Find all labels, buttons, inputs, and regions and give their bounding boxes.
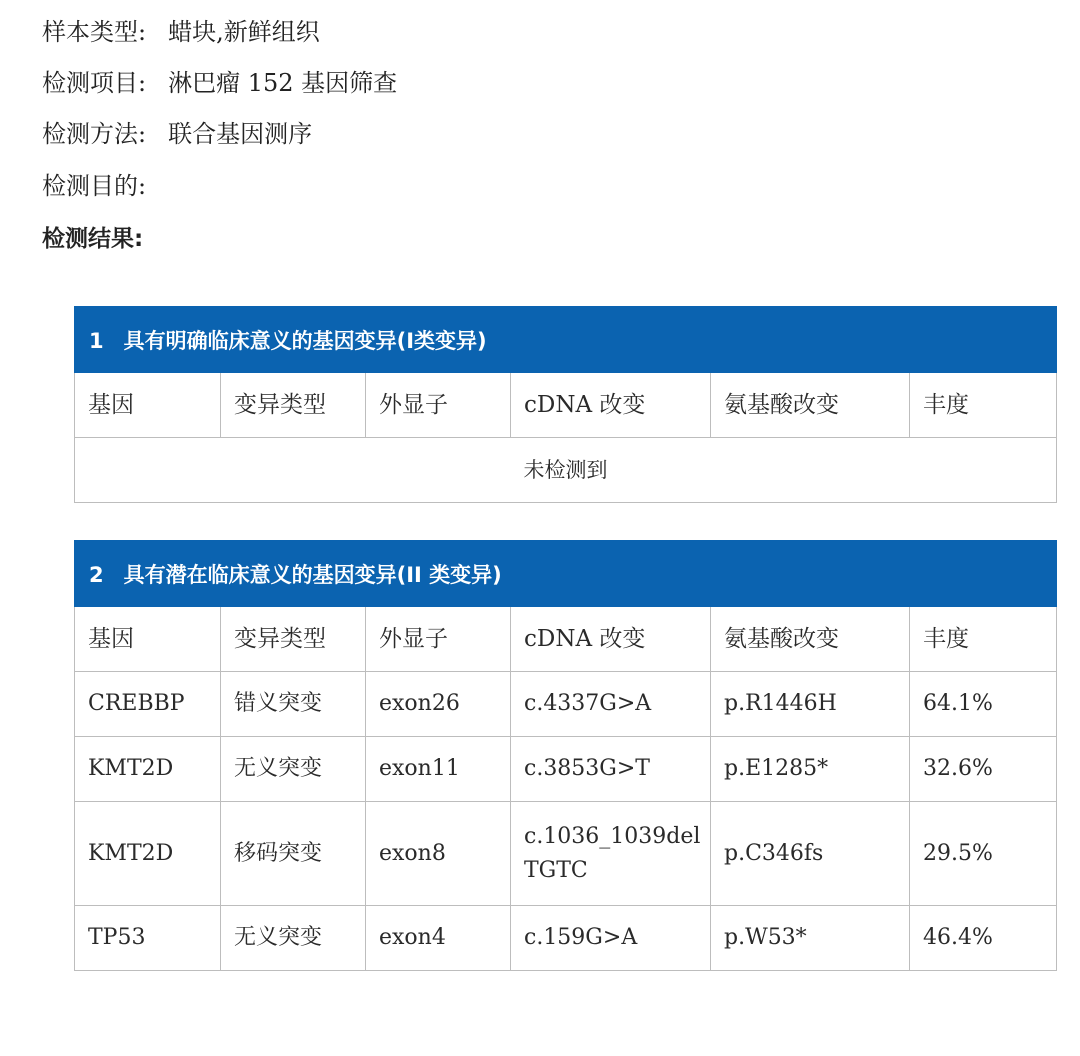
cell-cdna-change: c.159G>A [511, 906, 711, 971]
cell-abundance: 29.5% [910, 802, 1057, 906]
cell-abundance: 32.6% [910, 737, 1057, 802]
test-item-line [42, 68, 397, 98]
cell-variant-type: 错义突变 [221, 672, 366, 737]
header-abundance: 丰度 [910, 607, 1057, 672]
header-abundance: 丰度 [910, 373, 1057, 438]
cell-gene: TP53 [75, 906, 221, 971]
header-gene: 基因 [75, 607, 221, 672]
cell-gene: KMT2D [75, 737, 221, 802]
table-row [75, 672, 1057, 737]
test-item-label: 检测项目: [42, 69, 147, 97]
header-exon: 外显子 [366, 373, 511, 438]
cell-amino-acid-change: p.E1285* [711, 737, 910, 802]
cell-amino-acid-change: p.C346fs [711, 802, 910, 906]
test-method-line [42, 119, 312, 149]
cell-cdna-change: c.3853G>T [511, 737, 711, 802]
sample-type-label: 样本类型: [42, 18, 147, 46]
table-number: 1 [89, 328, 104, 353]
sample-type-line [42, 17, 320, 47]
table-title-row [75, 307, 1057, 373]
table-title-text: 具有潜在临床意义的基因变异(II 类变异) [123, 562, 502, 587]
header-cdna-change: cDNA 改变 [511, 607, 711, 672]
cell-exon: exon11 [366, 737, 511, 802]
cell-gene: CREBBP [75, 672, 221, 737]
test-method-value: 联合基因测序 [168, 120, 313, 148]
cell-abundance: 46.4% [910, 906, 1057, 971]
table-title [75, 541, 1057, 607]
cell-variant-type: 移码突变 [221, 802, 366, 906]
header-exon: 外显子 [366, 607, 511, 672]
cell-variant-type: 无义突变 [221, 906, 366, 971]
test-purpose-line [42, 171, 168, 201]
class-1-variants-table [74, 306, 1057, 503]
table-header-row [75, 373, 1057, 438]
cell-cdna-change: c.4337G>A [511, 672, 711, 737]
test-item-value: 淋巴瘤 152 基因筛查 [168, 69, 398, 97]
empty-row [75, 438, 1057, 503]
cell-exon: exon4 [366, 906, 511, 971]
cell-cdna-change: c.1036_1039del TGTC [511, 802, 711, 906]
table-title-row [75, 541, 1057, 607]
cell-gene: KMT2D [75, 802, 221, 906]
header-variant-type: 变异类型 [221, 607, 366, 672]
table-row [75, 802, 1057, 906]
header-gene: 基因 [75, 373, 221, 438]
table-row [75, 906, 1057, 971]
table-header-row [75, 607, 1057, 672]
cell-abundance: 64.1% [910, 672, 1057, 737]
cell-amino-acid-change: p.R1446H [711, 672, 910, 737]
cell-amino-acid-change: p.W53* [711, 906, 910, 971]
header-variant-type: 变异类型 [221, 373, 366, 438]
table-title-text: 具有明确临床意义的基因变异(I类变异) [123, 328, 487, 353]
results-heading [42, 224, 143, 254]
table-number: 2 [89, 562, 104, 587]
test-purpose-label: 检测目的: [42, 172, 147, 200]
test-method-label: 检测方法: [42, 120, 147, 148]
header-amino-acid-change: 氨基酸改变 [711, 373, 910, 438]
empty-message: 未检测到 [75, 438, 1057, 503]
class-2-variants-table [74, 540, 1057, 971]
table-title [75, 307, 1057, 373]
cell-exon: exon26 [366, 672, 511, 737]
results-label: 检测结果: [42, 226, 144, 252]
cell-exon: exon8 [366, 802, 511, 906]
header-cdna-change: cDNA 改变 [511, 373, 711, 438]
table-row [75, 737, 1057, 802]
sample-type-value: 蜡块,新鲜组织 [168, 18, 320, 46]
header-amino-acid-change: 氨基酸改变 [711, 607, 910, 672]
cell-variant-type: 无义突变 [221, 737, 366, 802]
